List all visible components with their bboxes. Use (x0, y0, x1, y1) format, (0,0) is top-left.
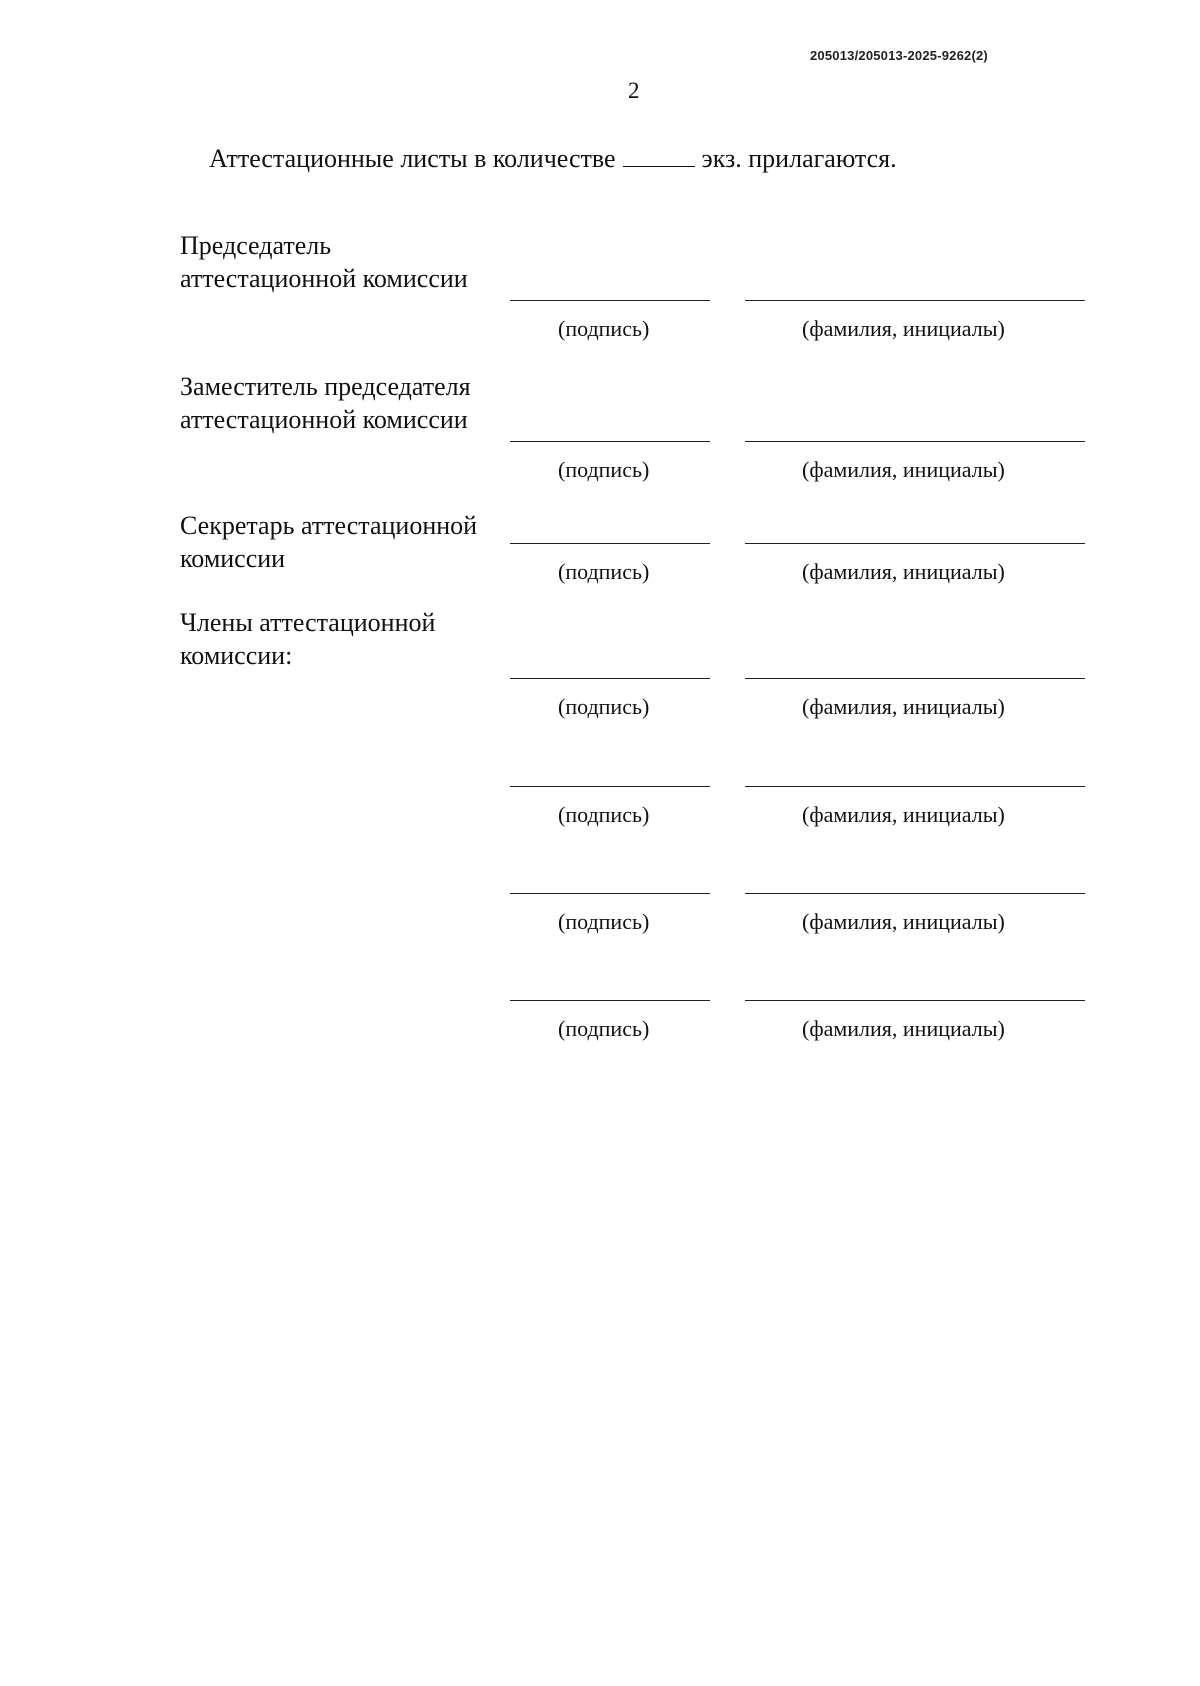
chairman-label-line-1: Председатель (180, 231, 332, 260)
members-label (180, 606, 435, 672)
deputy-label-line-2: аттестационной комиссии (180, 405, 468, 434)
member-1-name-line[interactable] (745, 678, 1085, 679)
deputy-name-line[interactable] (745, 441, 1085, 442)
chairman-label-line-2: аттестационной комиссии (180, 264, 468, 293)
deputy-label-line-1: Заместитель председателя (180, 372, 471, 401)
member-2-name-caption: (фамилия, инициалы) (802, 802, 1005, 827)
members-label-line-1: Члены аттестационной (180, 608, 436, 637)
member-4-signature-caption: (подпись) (558, 1016, 650, 1041)
member-4-signature-line[interactable] (510, 1000, 710, 1001)
member-3-signature-caption: (подпись) (558, 909, 650, 934)
attachment-text-before: Аттестационные листы в количестве (209, 144, 616, 173)
member-2-name-line[interactable] (745, 786, 1085, 787)
member-2-signature-line[interactable] (510, 786, 710, 787)
document-id: 205013/205013-2025-9262(2) (810, 48, 988, 63)
secretary-signature-line[interactable] (510, 543, 710, 544)
member-3-name-caption: (фамилия, инициалы) (802, 909, 1005, 934)
member-2-signature-caption: (подпись) (558, 802, 650, 827)
member-1-signature-caption: (подпись) (558, 694, 650, 719)
member-1-name-caption: (фамилия, инициалы) (802, 694, 1005, 719)
secretary-signature-caption: (подпись) (558, 559, 650, 584)
deputy-signature-caption: (подпись) (558, 457, 650, 482)
secretary-name-caption: (фамилия, инициалы) (802, 559, 1005, 584)
member-3-signature-line[interactable] (510, 893, 710, 894)
secretary-label (180, 509, 477, 575)
attachment-statement (209, 144, 897, 174)
members-label-line-2: комиссии: (180, 641, 293, 670)
member-4-name-caption: (фамилия, инициалы) (802, 1016, 1005, 1041)
chairman-signature-caption: (подпись) (558, 316, 650, 341)
chairman-signature-line[interactable] (510, 300, 710, 301)
attachment-text-after: экз. прилагаются. (701, 144, 897, 173)
chairman-name-caption: (фамилия, инициалы) (802, 316, 1005, 341)
deputy-label (180, 370, 471, 436)
secretary-label-line-2: комиссии (180, 544, 286, 573)
deputy-name-caption: (фамилия, инициалы) (802, 457, 1005, 482)
member-3-name-line[interactable] (745, 893, 1085, 894)
chairman-name-line[interactable] (745, 300, 1085, 301)
member-4-name-line[interactable] (745, 1000, 1085, 1001)
page-number: 2 (628, 78, 640, 103)
attachment-count-blank[interactable] (623, 146, 695, 167)
deputy-signature-line[interactable] (510, 441, 710, 442)
member-1-signature-line[interactable] (510, 678, 710, 679)
chairman-label (180, 229, 468, 295)
secretary-label-line-1: Секретарь аттестационной (180, 511, 478, 540)
secretary-name-line[interactable] (745, 543, 1085, 544)
